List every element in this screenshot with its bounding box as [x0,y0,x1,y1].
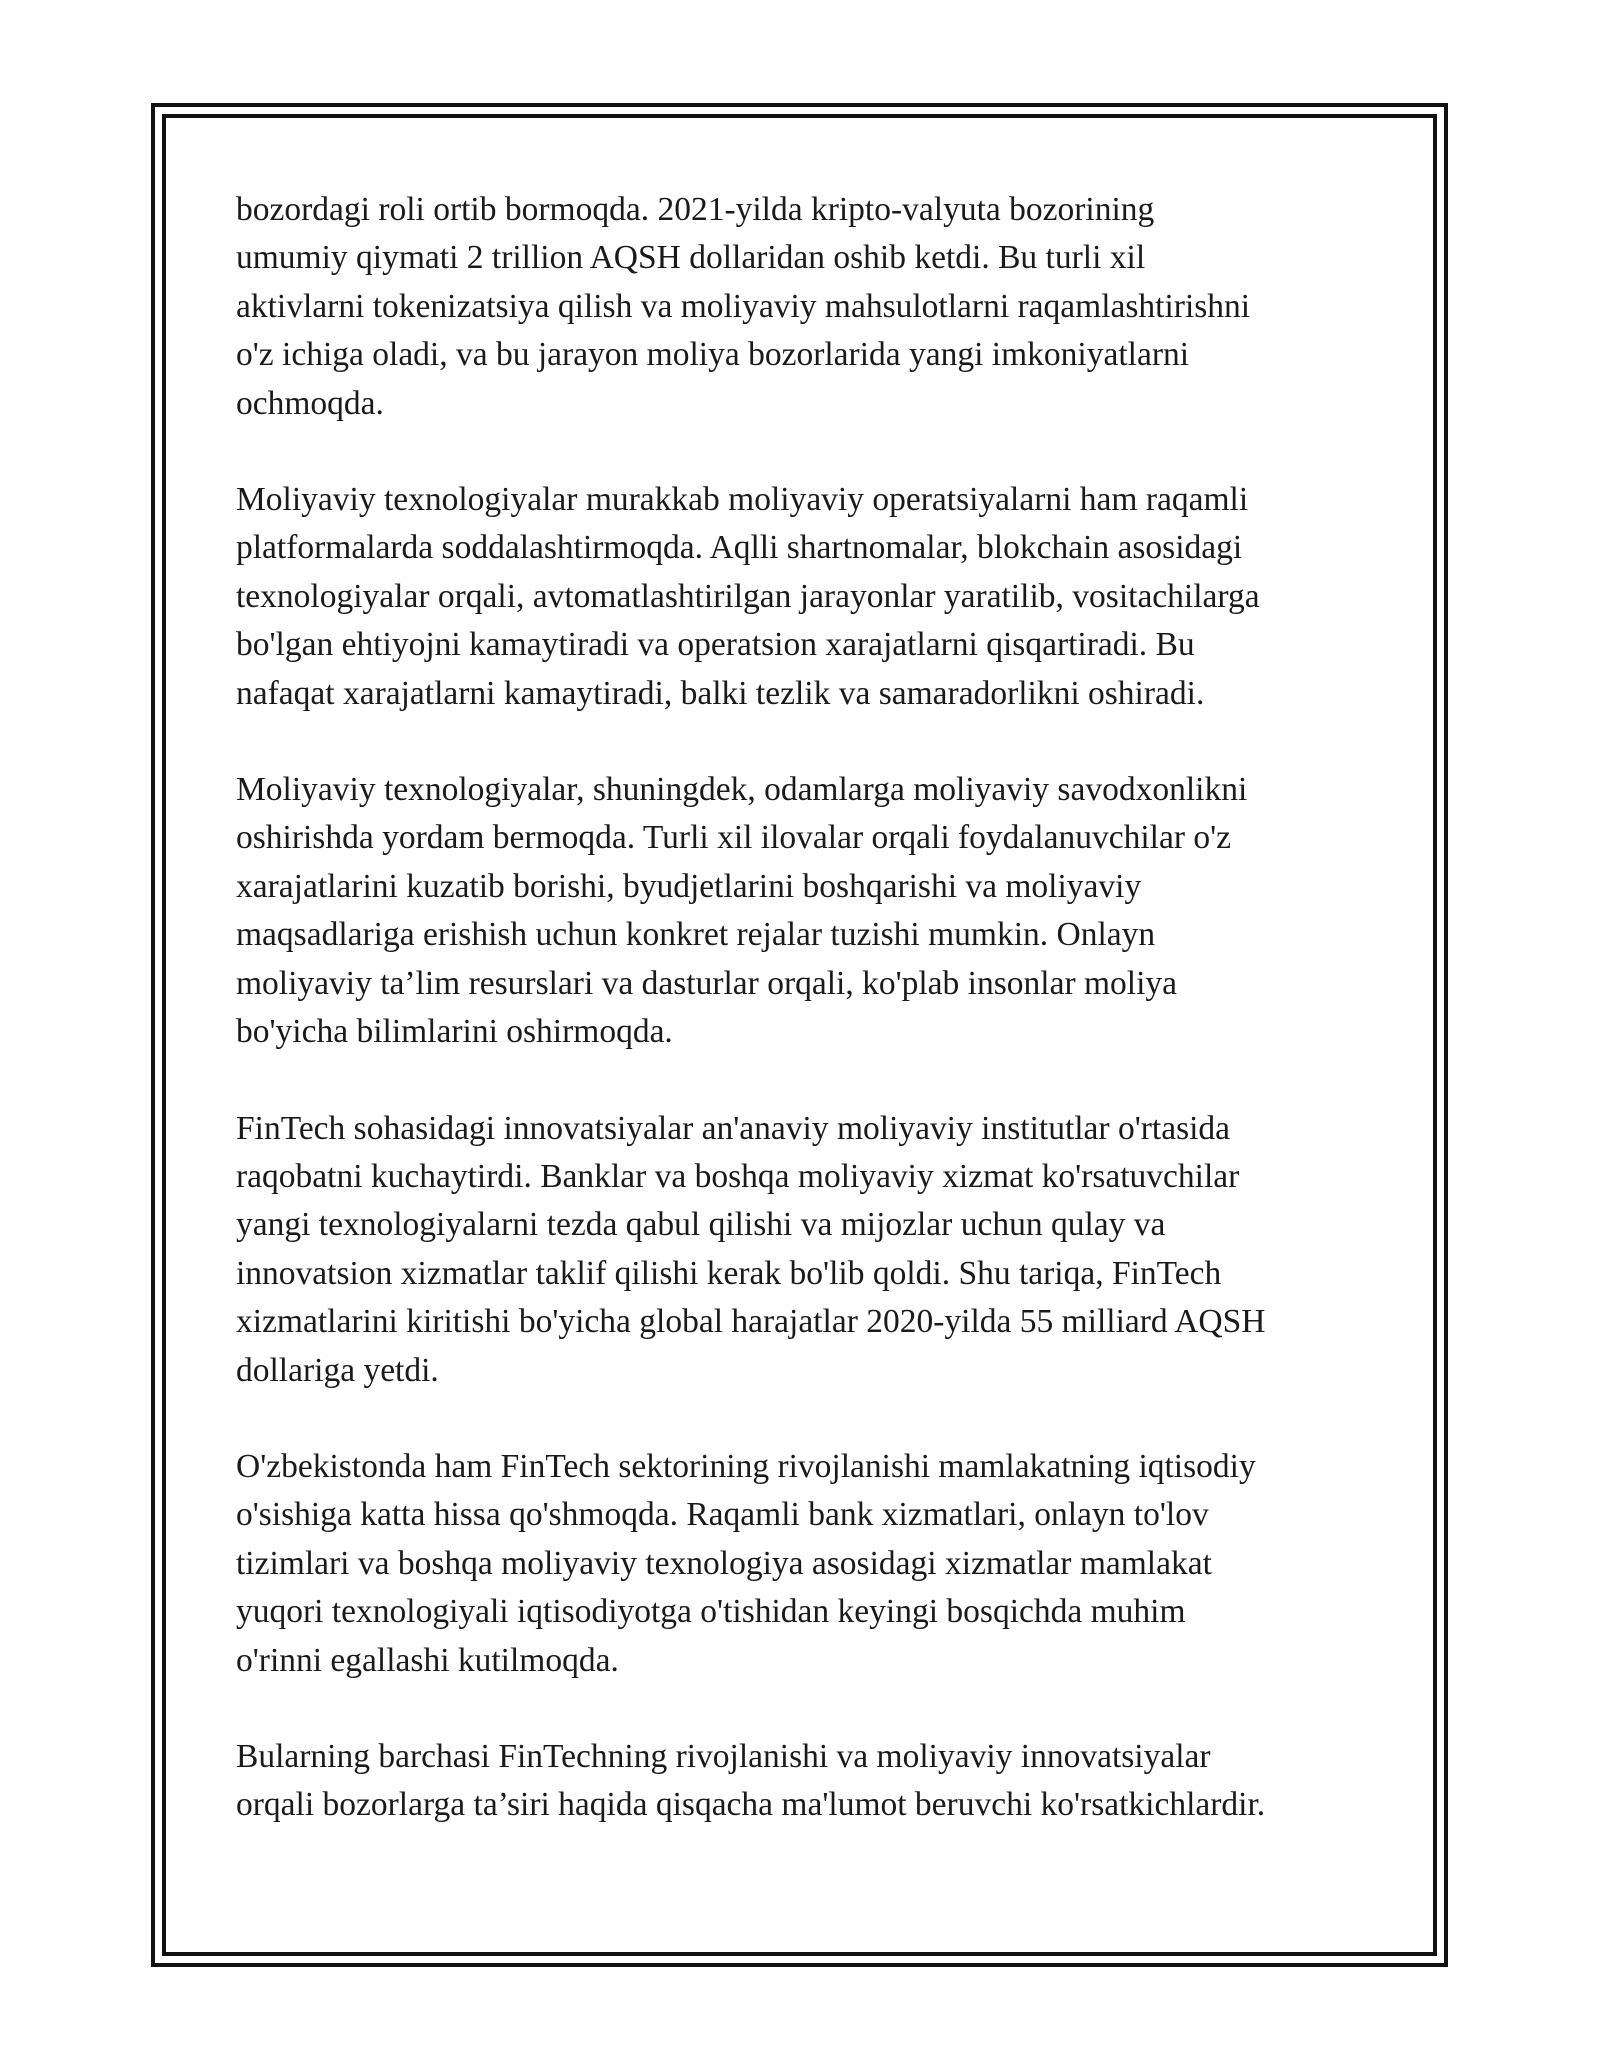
text-line: o'z ichiga oladi, va bu jarayon moliya bozorlarida yangi imkoniyatlarni [236,336,1190,374]
text-line: raqobatni kuchaytirdi. Banklar va boshqa moliyaviy xizmat ko'rsatuvchilar [236,1157,1240,1195]
text-line: Moliyaviy texnologiyalar murakkab moliyaviy operatsiyalarni ham raqamli [236,481,1249,519]
paragraph [236,476,1376,718]
text-line: Moliyaviy texnologiyalar, shuningdek, odamlarga moliyaviy savodxonlikni [236,771,1248,809]
text-line: umumiy qiymati 2 trillion AQSH dollaridan oshib ketdi. Bu turli xil [236,239,1146,277]
text-line: O'zbekistonda ham FinTech sektorining rivojlanishi mamlakatning iqtisodiy [236,1447,1256,1485]
text-line: bo'yicha bilimlarini oshirmoqda. [236,1013,673,1051]
text-line: Bularning barchasi FinTechning rivojlanishi va moliyaviy innovatsiyalar [236,1737,1211,1775]
text-line: aktivlarni tokenizatsiya qilish va moliyaviy mahsulotlarni raqamlashtirishni [236,287,1251,325]
text-line: o'rinni egallashi kutilmoqda. [236,1641,619,1679]
text-line: maqsadlariga erishish uchun konkret rejalar tuzishi mumkin. Onlayn [236,916,1156,954]
text-line: yangi texnologiyalarni tezda qabul qilishi va mijozlar uchun qulay va [236,1206,1166,1244]
paragraph [236,186,1376,428]
text-line: texnologiyalar orqali, avtomatlashtirilgan jarayonlar yaratilib, vositachilarga [236,577,1260,615]
paragraph [236,766,1376,1056]
text-line: dollariga yetdi. [236,1351,439,1389]
paragraph [236,1733,1376,1830]
text-line: moliyaviy ta’lim resurslari va dasturlar orqali, ko'plab insonlar moliya [236,964,1178,1002]
text-line: o'sishiga katta hissa qo'shmoqda. Raqamli bank xizmatlari, onlayn to'lov [236,1496,1209,1534]
text-line: ochmoqda. [236,384,384,422]
text-line: yuqori texnologiyali iqtisodiyotga o'tishidan keyingi bosqichda muhim [236,1593,1186,1631]
text-line: orqali bozorlarga ta’siri haqida qisqacha ma'lumot beruvchi ko'rsatkichlardir. [236,1786,1266,1824]
text-line: xizmatlarini kiritishi bo'yicha global harajatlar 2020-yilda 55 milliard AQSH [236,1303,1266,1341]
text-line: tizimlari va boshqa moliyaviy texnologiya asosidagi xizmatlar mamlakat [236,1544,1212,1582]
text-line: innovatsion xizmatlar taklif qilishi kerak bo'lib qoldi. Shu tariqa, FinTech [236,1254,1222,1292]
text-line: oshirishda yordam bermoqda. Turli xil ilovalar orqali foydalanuvchilar o'z [236,819,1232,857]
text-line: nafaqat xarajatlarni kamaytiradi, balki tezlik va samaradorlikni oshiradi. [236,674,1205,712]
text-line: bo'lgan ehtiyojni kamaytiradi va operatsion xarajatlarni qisqartiradi. Bu [236,626,1195,664]
text-line: xarajatlarini kuzatib borishi, byudjetlarini boshqarishi va moliyaviy [236,867,1142,905]
paragraph [236,1105,1376,1395]
document-body [236,186,1376,1878]
paragraph [236,1443,1376,1685]
text-line: bozordagi roli ortib bormoqda. 2021-yilda kripto-valyuta bozorining [236,191,1155,228]
text-line: platformalarda soddalashtirmoqda. Aqlli shartnomalar, blokchain asosidagi [236,529,1243,567]
text-line: FinTech sohasidagi innovatsiyalar an'anaviy moliyaviy institutlar o'rtasida [236,1109,1231,1147]
